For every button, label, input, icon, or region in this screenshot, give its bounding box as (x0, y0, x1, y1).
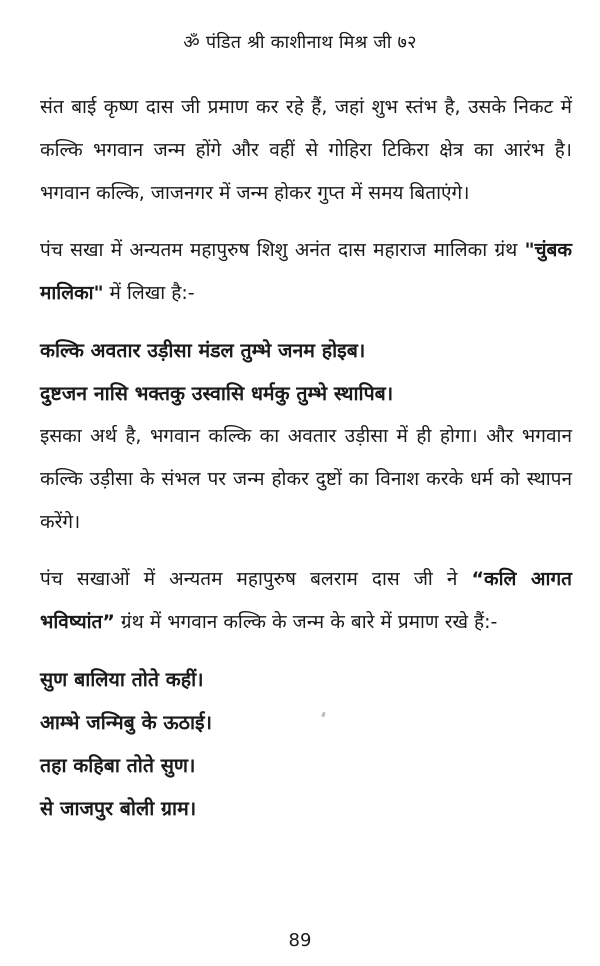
paragraph-1: संत बाई कृष्ण दास जी प्रमाण कर रहे हैं, जहां शुभ स्तंभ है, उसके निकट में कल्कि भगवान जन्म होंगे और वहीं से गोहिरा टिकिरा क्षेत्र का आरंभ है। भगवान कल्कि, जाजनगर में जन्म होकर गुप्त में समय बिताएंगे। (40, 96, 572, 204)
paragraph-gap (40, 315, 572, 329)
verse-1-line-1: कल्कि अवतार उड़ीसा मंडल तुम्भे जनम होइब। (40, 339, 366, 362)
book-title-chumbak-malika: "चुंबक मालिका" (40, 239, 572, 304)
running-header: ॐ पंडित श्री काशीनाथ मिश्र जी ७२ (183, 32, 417, 53)
verse-1-line-2: दुष्टजन नासि भक्तकु उस्वासि धर्मकु तुम्भे स्थापिब। (40, 382, 394, 405)
paragraph-gap (40, 644, 572, 658)
page-body (40, 86, 572, 830)
verse-2-line-2: आम्भे जन्मिबु के ऊठाई। (40, 711, 212, 734)
paragraph-4-suffix: ग्रंथ में भगवान कल्कि के जन्म के बारे में प्रमाण रखे हैं:- (114, 611, 498, 633)
paragraph-2-text: पंच सखा में अन्यतम महापुरुष शिशु अनंत दास महाराज मालिका ग्रंथ (40, 239, 518, 261)
book-title-kali-aagat: “कलि आगत भविष्यांत” (40, 568, 572, 633)
paragraph-3: इसका अर्थ है, भगवान कल्कि का अवतार उड़ीसा में ही होगा। और भगवान कल्कि उड़ीसा के संभल पर जन्म होकर दुष्टों का विनाश करके धर्म को स्थापन करेंगे। (40, 425, 572, 533)
verse-2-line-1: सुण बालिया तोते कहीं। (40, 668, 204, 691)
verse-2-line-3: तहा कहिबा तोते सुण। (40, 754, 196, 777)
paragraph-gap (40, 544, 572, 558)
paragraph-2 (40, 229, 572, 315)
paragraph-gap (40, 215, 572, 229)
page-number: 89 (288, 930, 312, 951)
paragraph-4 (40, 558, 572, 644)
paragraph-4-prefix: पंच सखाओं में अन्यतम महापुरुष बलराम दास जी ने (40, 568, 472, 590)
paragraph-2-suffix: में लिखा है:- (103, 282, 195, 304)
verse-2-line-4: से जाजपुर बोली ग्राम। (40, 797, 197, 820)
